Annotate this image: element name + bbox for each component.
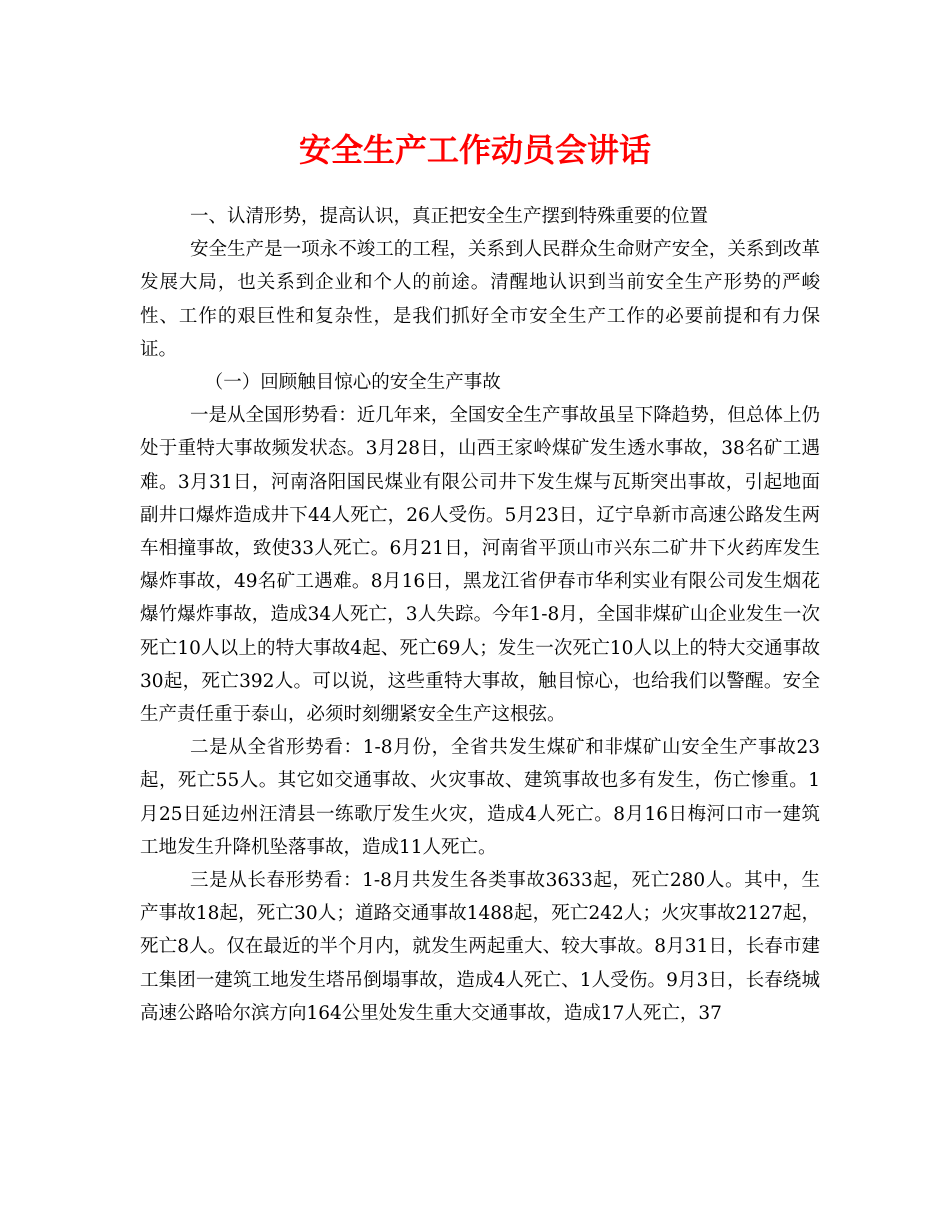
paragraph-city: 三是从长春形势看：1-8月共发生各类事故3633起，死亡280人。其中，生产事故18起，死亡30人；道路交通事故1488起，死亡242人；火灾事故2127起，死亡8人。仅在最近的半个月内，就发生两起重大、较大事故。8月31日，长春市建工集团一建筑工地发生塔吊倒塌事故，造成4人死亡、1人受伤。9月3日，长春绕城高速公路哈尔滨方向164公里处发生重大交通事故，造成17人死亡，37: [140, 870, 820, 1024]
subsection-heading-1: （一）回顾触目惊心的安全生产事故: [204, 372, 501, 394]
paragraph-intro: 安全生产是一项永不竣工的工程，关系到人民群众生命财产安全，关系到改革发展大局，也关系到企业和个人的前途。清醒地认识到当前安全生产形势的严峻性、工作的艰巨性和复杂性，是我们抓好全市安全生产工作的必要前提和有力保证。: [140, 239, 820, 360]
paragraph-province: 二是从全省形势看：1-8月份，全省共发生煤矿和非煤矿山安全生产事故23起，死亡55人。其它如交通事故、火灾事故、建筑事故也多有发生，伤亡惨重。1月25日延边州汪清县一练歌厅发生火灾，造成4人死亡。8月16日梅河口市一建筑工地发生升降机坠落事故，造成11人死亡。: [140, 737, 820, 858]
section-heading-1: 一、认清形势，提高认识，真正把安全生产摆到特殊重要的位置: [189, 206, 708, 227]
document-body: [140, 200, 820, 1030]
paragraph-national: 一是从全国形势看：近几年来，全国安全生产事故虽呈下降趋势，但总体上仍处于重特大事故频发状态。3月28日，山西王家岭煤矿发生透水事故，38名矿工遇难。3月31日，河南洛阳国民煤业有限公司井下发生煤与瓦斯突出事故，引起地面副井口爆炸造成井下44人死亡，26人受伤。5月23日，辽宁阜新市高速公路发生两车相撞事故，致使33人死亡。6月21日，河南省平顶山市兴东二矿井下火药库发生爆炸事故，49名矿工遇难。8月16日，黑龙江省伊春市华利实业有限公司发生烟花爆竹爆炸事故，造成34人死亡，3人失踪。今年1-8月，全国非煤矿山企业发生一次死亡10人以上的特大事故4起、死亡69人；发生一次死亡10人以上的特大交通事故30起，死亡392人。可以说，这些重特大事故，触目惊心，也给我们以警醒。安全生产责任重于泰山，必须时刻绷紧安全生产这根弦。: [140, 405, 820, 726]
document-title: 安全生产工作动员会讲话: [298, 131, 651, 169]
